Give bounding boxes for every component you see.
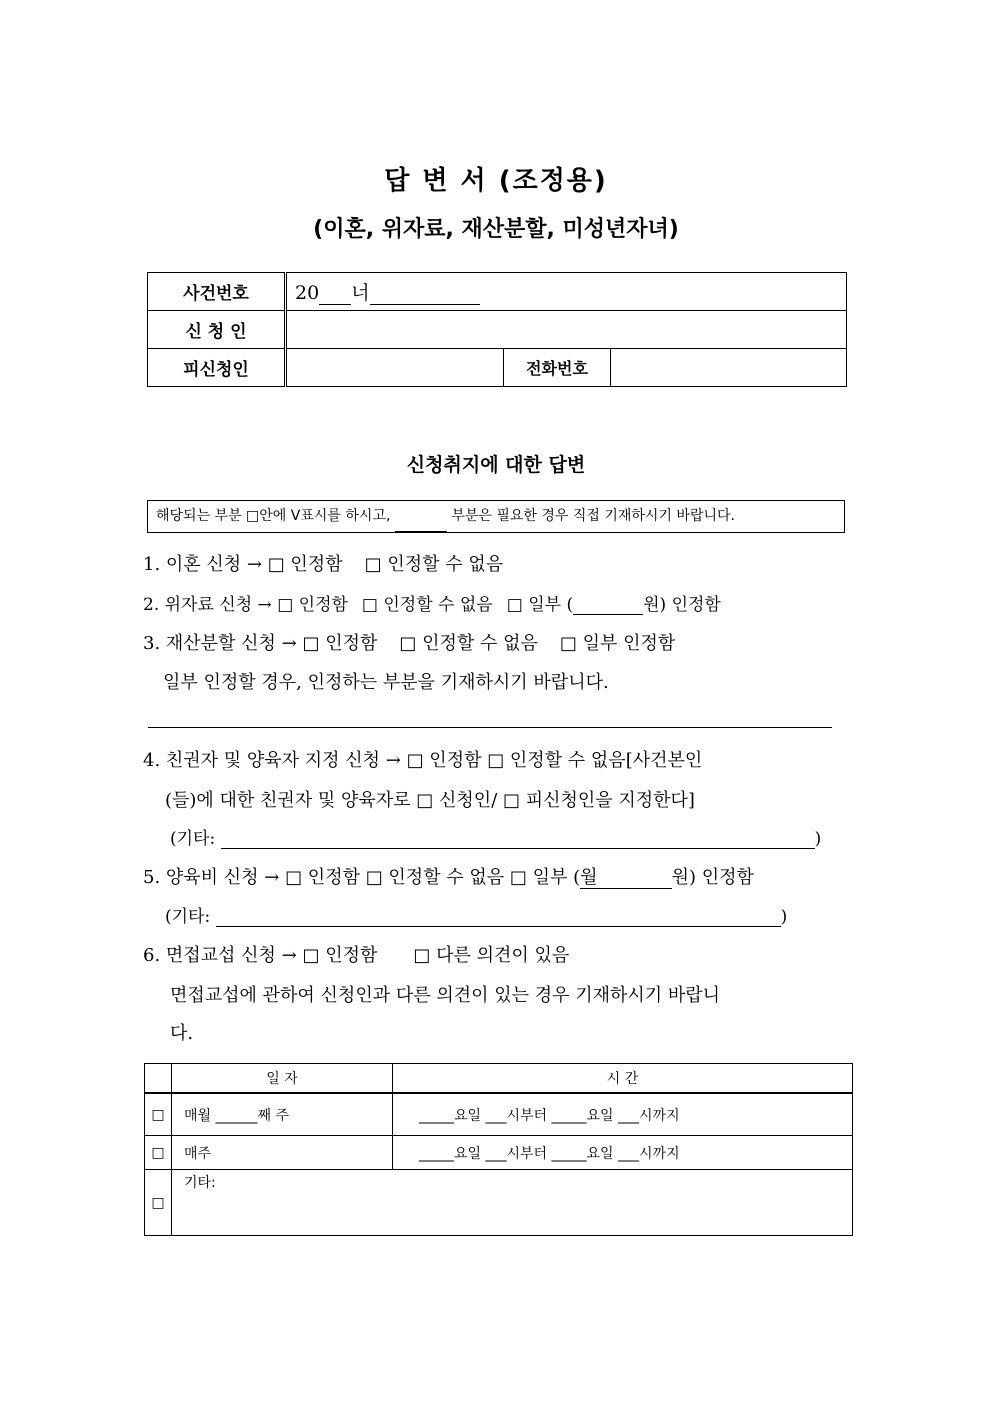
item-3-note: 일부 인정할 경우, 인정하는 부분을 기재하시기 바랍니다. xyxy=(163,672,609,693)
item-2-option-partial[interactable]: □ 일부 ( xyxy=(506,595,574,615)
item-6-note: 면접교섭에 관하여 신청인과 다른 의견이 있는 경우 기재하시기 바랍니 xyxy=(170,985,721,1006)
instruction-box xyxy=(147,500,845,533)
row1-checkbox[interactable]: □ xyxy=(145,1093,172,1136)
item-5-other xyxy=(165,902,787,927)
item-5 xyxy=(143,863,754,889)
instruction-blank-sample xyxy=(395,517,447,532)
phone-label: 전화번호 xyxy=(504,349,611,387)
header-empty-cell xyxy=(145,1064,172,1094)
case-number-field[interactable] xyxy=(286,273,847,311)
item-5-text[interactable]: 5. 양육비 신청 → □ 인정함 □ 인정할 수 없음 □ 일부 ( xyxy=(143,867,581,888)
item-6-option-other[interactable]: □ 다른 의견이 있음 xyxy=(413,945,570,966)
item-4-other-close: ) xyxy=(814,829,822,849)
visitation-schedule-table xyxy=(144,1063,853,1236)
respondent-label: 피신청인 xyxy=(148,349,286,387)
instruction-part2: 부분은 필요한 경우 직접 기재하시기 바랍니다. xyxy=(451,508,735,524)
item-2-tail: 인정함 xyxy=(671,595,721,615)
item-5-other-blank[interactable] xyxy=(216,906,781,927)
item-3-answer-line[interactable] xyxy=(148,727,832,728)
row1-date[interactable]: 매월 ______째 주 xyxy=(172,1093,393,1136)
header-date: 일 자 xyxy=(172,1064,393,1094)
item-3-option-partial[interactable]: □ 일부 인정함 xyxy=(559,633,676,654)
respondent-field[interactable] xyxy=(286,349,504,387)
item-4-other xyxy=(170,824,821,849)
item-5-month: 월 xyxy=(580,867,598,888)
document-subtitle: (이혼, 위자료, 재산분할, 미성년자녀) xyxy=(313,217,679,242)
case-number-label: 사건번호 xyxy=(148,273,286,311)
item-1-option-deny[interactable]: □ 인정할 수 없음 xyxy=(364,554,504,575)
row3-other[interactable]: 기타: xyxy=(172,1170,853,1236)
item-6-text[interactable]: 6. 면접교섭 신청 → □ 인정함 xyxy=(143,945,378,966)
section-title: 신청취지에 대한 답변 xyxy=(406,454,586,476)
item-5-unit: 원) xyxy=(671,867,696,888)
item-5-other-close: ) xyxy=(780,907,788,927)
item-4-other-blank[interactable] xyxy=(221,828,815,849)
case-number-blank[interactable] xyxy=(370,284,480,305)
item-6 xyxy=(143,941,569,967)
item-6-note-cont: 다. xyxy=(170,1023,194,1044)
applicant-label: 신 청 인 xyxy=(148,311,286,349)
case-number-suffix: 너 xyxy=(351,282,370,304)
item-4-line1[interactable]: 4. 친권자 및 양육자 지정 신청 → □ 인정함 □ 인정할 수 없음[사건본인 xyxy=(143,750,703,771)
row3-checkbox[interactable]: □ xyxy=(145,1170,172,1236)
item-4-other-label: (기타: xyxy=(170,829,216,849)
document-title: 답 변 서 (조정용) xyxy=(384,166,608,196)
item-1-text[interactable]: 1. 이혼 신청 → □ 인정함 xyxy=(143,554,343,575)
item-1 xyxy=(143,550,503,576)
item-3-text[interactable]: 3. 재산분할 신청 → □ 인정함 xyxy=(143,633,378,654)
item-2-unit: 원) xyxy=(643,595,667,615)
item-4-line2[interactable]: (들)에 대한 친권자 및 양육자로 □ 신청인/ □ 피신청인을 지정한다] xyxy=(165,790,695,811)
header-time: 시 간 xyxy=(393,1064,853,1094)
item-2 xyxy=(143,590,721,615)
row2-date[interactable]: 매주 xyxy=(172,1136,393,1170)
case-number-year-prefix: 20 xyxy=(295,282,320,304)
item-2-option-deny[interactable]: □ 인정할 수 없음 xyxy=(361,595,493,615)
case-year-blank[interactable] xyxy=(319,284,351,305)
row2-checkbox[interactable]: □ xyxy=(145,1136,172,1170)
phone-field[interactable] xyxy=(611,349,847,387)
row1-time[interactable]: _____요일 ___시부터 _____요일 ___시까지 xyxy=(393,1093,853,1136)
applicant-field[interactable] xyxy=(286,311,847,349)
item-3 xyxy=(143,629,675,655)
item-2-text[interactable]: 2. 위자료 신청 → □ 인정함 xyxy=(143,595,348,615)
item-3-option-deny[interactable]: □ 인정할 수 없음 xyxy=(399,633,538,654)
item-5-other-label: (기타: xyxy=(165,907,211,927)
item-5-tail: 인정함 xyxy=(701,867,754,888)
case-info-table xyxy=(147,272,847,387)
instruction-part1: 해당되는 부분 □안에 V표시를 하시고, xyxy=(156,508,391,524)
row2-time[interactable]: _____요일 ___시부터 _____요일 ___시까지 xyxy=(393,1136,853,1170)
item-2-amount-blank[interactable] xyxy=(573,594,643,615)
item-5-amount-blank[interactable] xyxy=(598,868,672,889)
